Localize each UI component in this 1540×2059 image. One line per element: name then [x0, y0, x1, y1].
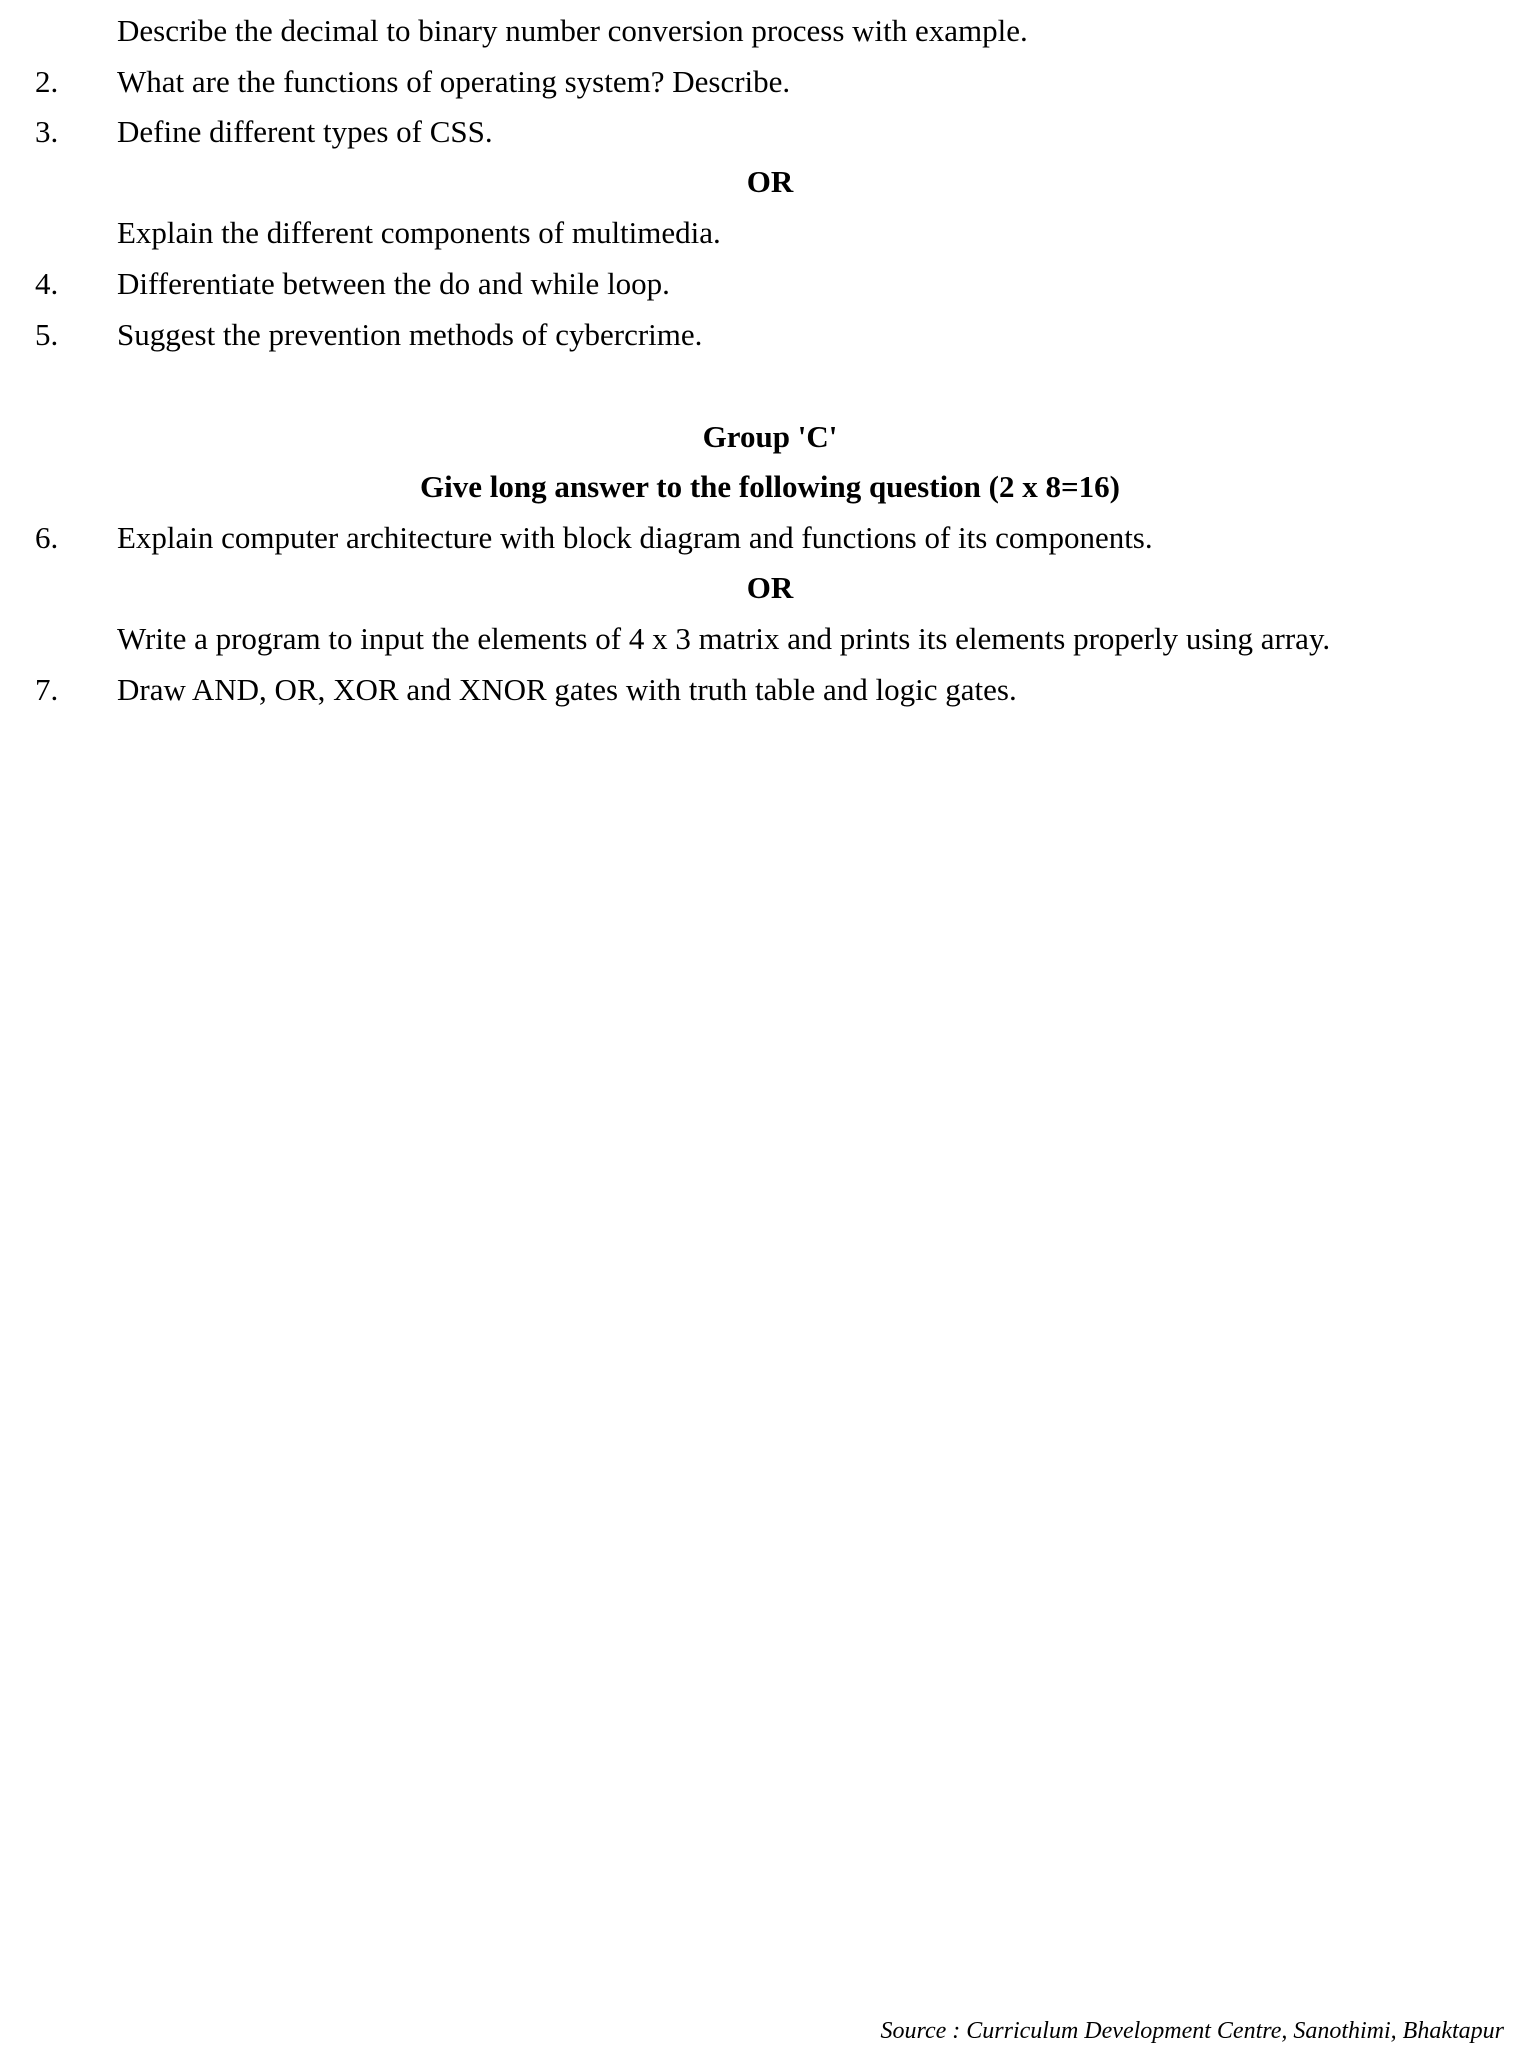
question-text: Describe the decimal to binary number conversion process with example. — [117, 13, 1028, 48]
or-label: OR — [746, 570, 794, 605]
question-text: Draw AND, OR, XOR and XNOR gates with truth table and logic gates. — [117, 672, 1017, 707]
question-item — [0, 665, 1540, 715]
question-number: 7. — [35, 672, 59, 707]
question-item — [0, 107, 1540, 157]
question-item — [0, 310, 1540, 360]
question-text: Define different types of CSS. — [117, 114, 493, 149]
source-footer: Source : Curriculum Development Centre, Sanothimi, Bhaktapur — [880, 2018, 1504, 2044]
or-separator — [0, 157, 1540, 207]
group-instruction: Give long answer to the following question (2 x 8=16) — [420, 469, 1120, 504]
question-number: 3. — [35, 114, 59, 149]
question-text: Differentiate between the do and while loop. — [117, 266, 670, 301]
group-instruction-line — [0, 462, 1540, 512]
group-heading — [0, 412, 1540, 462]
question-text: What are the functions of operating system? Describe. — [117, 64, 791, 99]
question-number: 5. — [35, 317, 59, 352]
question-number: 4. — [35, 266, 59, 301]
question-text: Write a program to input the elements of 4 x 3 matrix and prints its elements properly using array. — [117, 621, 1331, 656]
question-number: 6. — [35, 520, 59, 555]
question-item — [0, 259, 1540, 309]
question-item — [0, 57, 1540, 107]
question-text: Explain computer architecture with block diagram and functions of its components. — [117, 520, 1153, 555]
question-item — [0, 208, 1540, 258]
question-text: Suggest the prevention methods of cybercrime. — [117, 317, 703, 352]
question-number: 2. — [35, 64, 59, 99]
question-text: Explain the different components of multimedia. — [117, 215, 721, 250]
group-title: Group 'C' — [702, 419, 838, 454]
question-item — [0, 6, 1540, 56]
or-separator — [0, 563, 1540, 613]
or-label: OR — [746, 164, 794, 199]
question-item — [0, 513, 1540, 563]
question-item — [0, 614, 1540, 664]
